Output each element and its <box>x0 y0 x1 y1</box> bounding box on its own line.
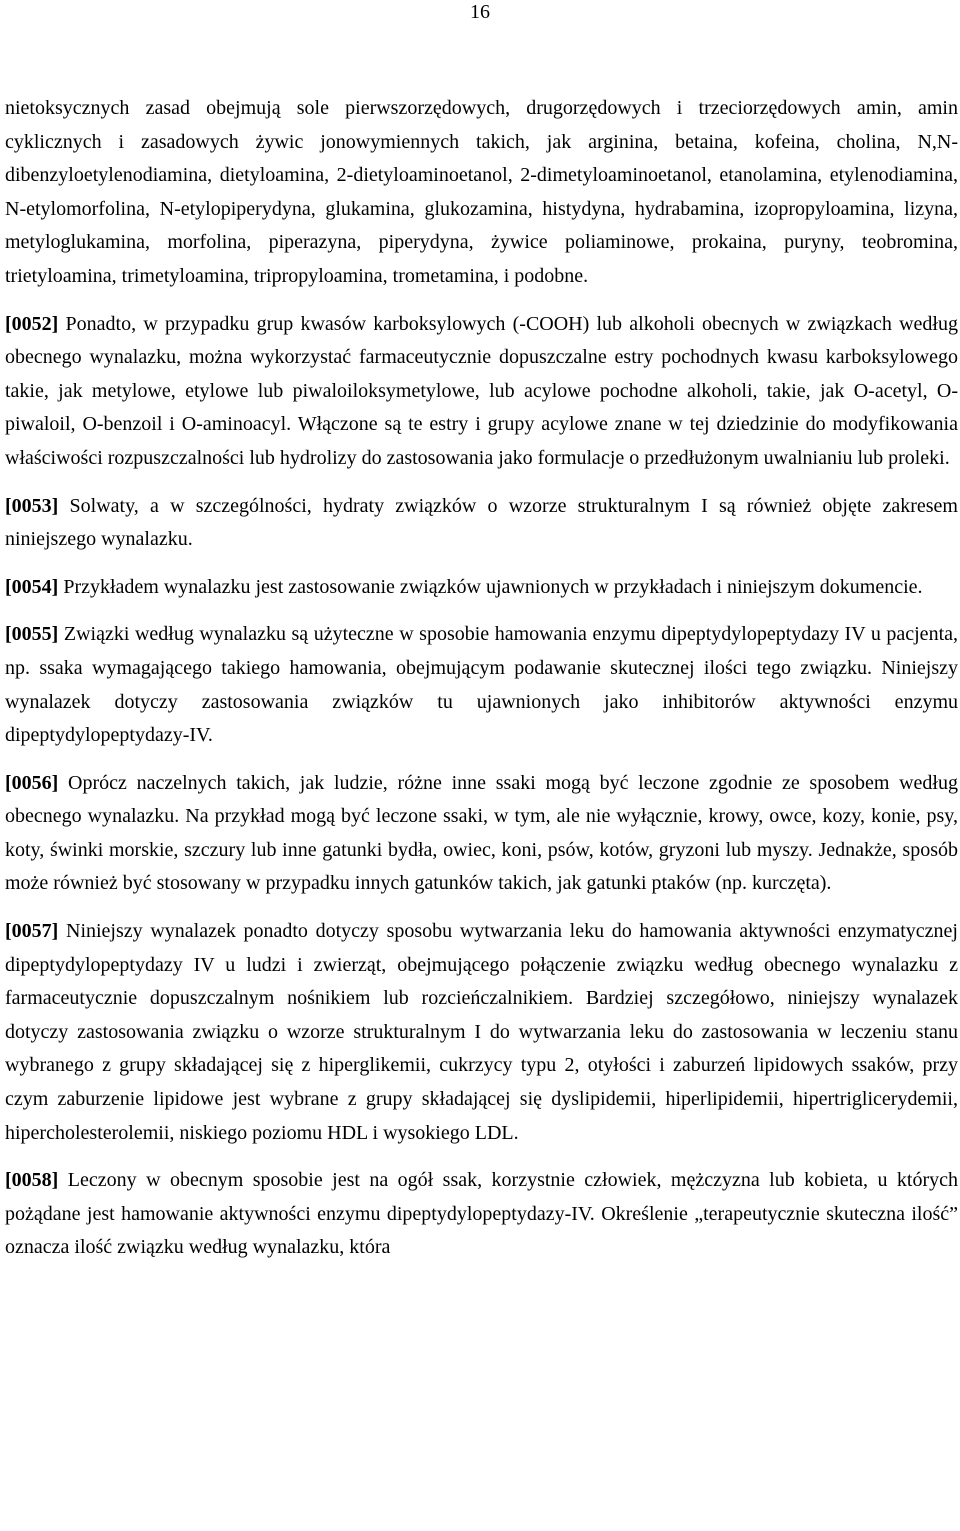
paragraph-number: [0058] <box>5 1169 59 1192</box>
paragraph-text: Solwaty, a w szczególności, hydraty związków o wzorze strukturalnym I są również objęte zakresem niniejszego wynalazku. <box>5 494 958 551</box>
paragraph-0056 <box>5 767 958 901</box>
paragraph-0054 <box>5 571 958 605</box>
paragraph-text: Przykładem wynalazku jest zastosowanie związków ujawnionych w przykładach i niniejszym dokumencie. <box>63 575 923 598</box>
paragraph-text: Leczony w obecnym sposobie jest na ogół ssak, korzystnie człowiek, mężczyzna lub kobieta, u których pożądane jest hamowanie aktywności enzymu dipeptydylopeptydazy-IV. Określenie „terapeutycznie skuteczna ilość” oznacza ilość związku według wynalazku, która <box>5 1169 959 1259</box>
paragraph-0052 <box>5 308 958 476</box>
paragraph-0058 <box>5 1164 958 1265</box>
page-number: 16 <box>470 1 490 23</box>
paragraph-0055 <box>5 618 958 752</box>
continued-paragraph: nietoksycznych zasad obejmują sole pierwszorzędowych, drugorzędowych i trzeciorzędowych amin, amin cyklicznych i zasadowych żywic jonowymiennych takich, jak arginina, betaina, kofeina, cholina, N,N-dibenzyloetylenodiamina, dietyloamina, 2-dietyloaminoetanol, 2-dimetyloaminoetanol, etanolamina, etylenodiamina, N-etylomorfolina, N-etylopiperydyna, glukamina, glukozamina, histydyna, hydrabamina, izopropyloamina, lizyna, metyloglukamina, morfolina, piperazyna, piperydyna, żywice poliaminowe, prokaina, puryny, teobromina, trietyloamina, trimetyloamina, tripropyloamina, trometamina, i podobne. <box>5 97 958 287</box>
paragraph-number: [0057] <box>5 920 59 943</box>
paragraph-number: [0054] <box>5 575 59 598</box>
paragraph-text: Związki według wynalazku są użyteczne w sposobie hamowania enzymu dipeptydylopeptydazy IV u pacjenta, np. ssaka wymagającego takiego hamowania, obejmującym podawanie skutecznej ilości tego związku. Niniejszy wynalazek dotyczy zastosowania związków tu ujawnionych jako inhibitorów aktywności enzymu dipeptydylopeptydazy-IV. <box>5 623 958 747</box>
paragraph-number: [0052] <box>5 312 59 335</box>
paragraph-text: Ponadto, w przypadku grup kwasów karboksylowych (-COOH) lub alkoholi obecnych w związkach według obecnego wynalazku, można wykorzystać farmaceutycznie dopuszczalne estry pochodnych kwasu karboksylowego takie, jak metylowe, etylowe lub piwaloiloksymetylowe, lub acylowe pochodne alkoholi, takie, jak O-acetyl, O-piwaloil, O-benzoil i O-aminoacyl. Włączone są te estry i grupy acylowe znane w tej dziedzinie do modyfikowania właściwości rozpuszczalności lub hydrolizy do zastosowania jako formulacje o przedłużonym uwalnianiu lub proleki. <box>5 312 958 469</box>
paragraph-number: [0056] <box>5 771 59 794</box>
document-body <box>5 92 958 1265</box>
paragraph-text: Oprócz naczelnych takich, jak ludzie, różne inne ssaki mogą być leczone zgodnie ze sposobem według obecnego wynalazku. Na przykład mogą być leczone ssaki, w tym, ale nie wyłącznie, krowy, owce, kozy, konie, psy, koty, świnki morskie, szczury lub inne gatunki bydła, owiec, koni, psów, kotów, gryzoni lub myszy. Jednakże, sposób może również być stosowany w przypadku innych gatunków takich, jak gatunki ptaków (np. kurczęta). <box>5 771 958 895</box>
paragraph-number: [0055] <box>5 623 59 646</box>
paragraph-number: [0053] <box>5 494 59 517</box>
paragraph-0057 <box>5 915 958 1150</box>
paragraph-0053 <box>5 490 958 557</box>
paragraph-text: Niniejszy wynalazek ponadto dotyczy sposobu wytwarzania leku do hamowania aktywności enzymatycznej dipeptydylopeptydazy IV u ludzi i zwierząt, obejmującego połączenie związku według obecnego wynalazku z farmaceutycznie dopuszczalnym nośnikiem lub rozcieńczalnikiem. Bardziej szczegółowo, niniejszy wynalazek dotyczy zastosowania związku o wzorze strukturalnym I do wytwarzania leku do zastosowania w leczeniu stanu wybranego z grupy składającej się z hiperglikemii, cukrzycy typu 2, otyłości i zaburzeń lipidowych ssaków, przy czym zaburzenie lipidowe jest wybrane z grupy składającej się dyslipidemii, hiperlipidemii, hipertriglicerydemii, hipercholesterolemii, niskiego poziomu HDL i wysokiego LDL. <box>5 920 958 1144</box>
